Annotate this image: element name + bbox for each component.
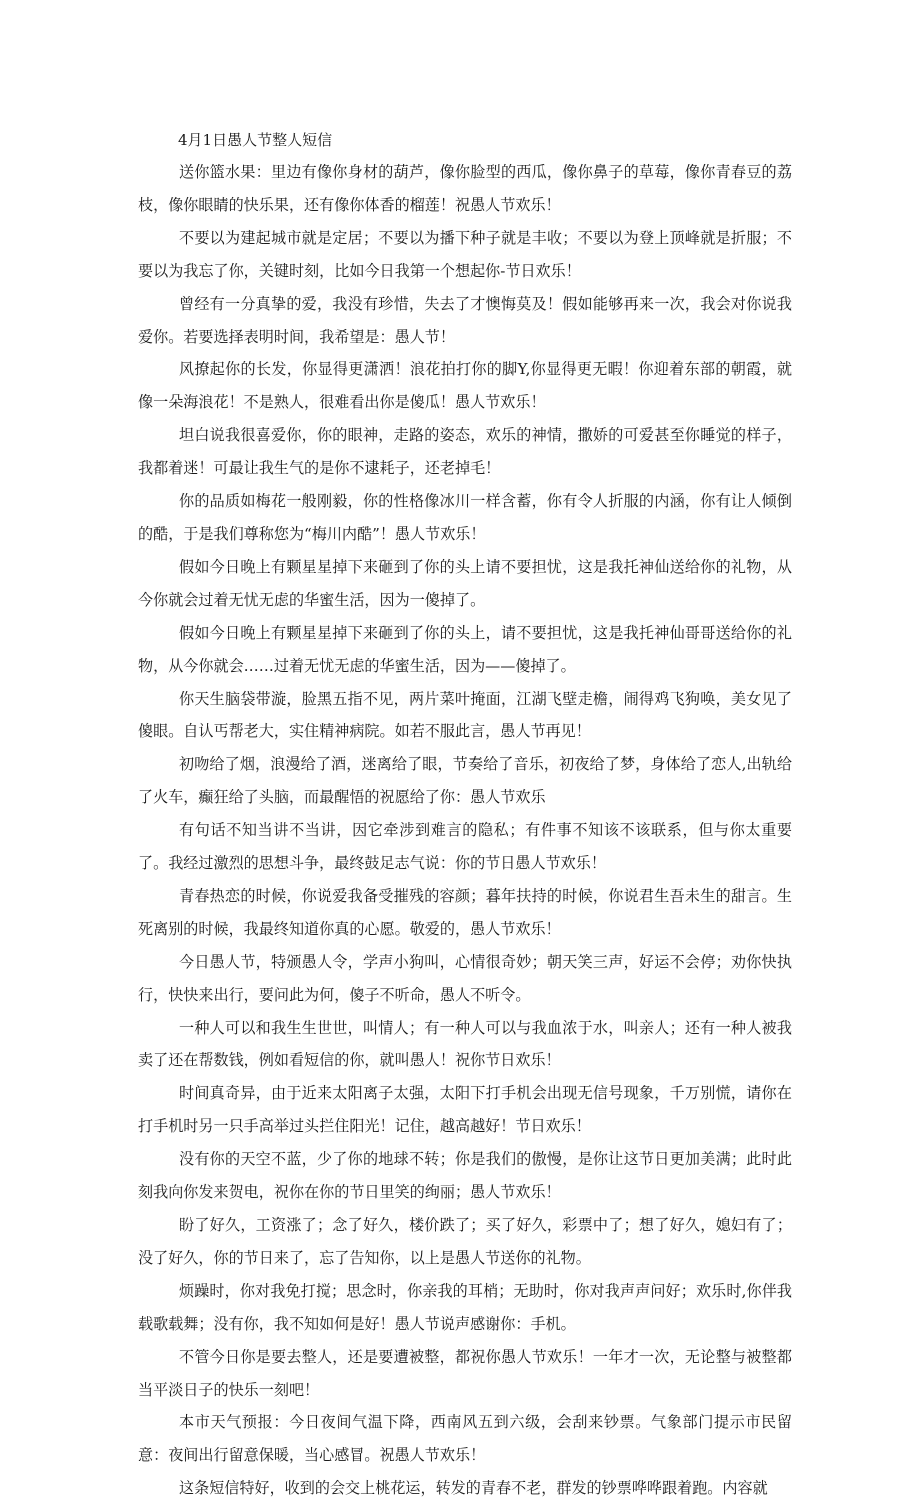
paragraph: 今日愚人节，特颁愚人令，学声小狗叫，心情很奇妙；朝天笑三声，好运不会停；劝你快执行，快快来出行，要问此为何，傻子不听命，愚人不听令。 <box>138 952 792 1004</box>
paragraph: 风撩起你的长发，你显得更潇洒！浪花拍打你的脚Y,你显得更无暇！你迎着东部的朝霞，就像一朵海浪花！不是熟人，很难看出你是傻瓜！愚人节欢乐！ <box>138 360 792 412</box>
paragraph: 曾经有一分真挚的爱，我没有珍惜，失去了才懊悔莫及！假如能够再来一次，我会对你说我爱你。若要选择表明时间，我希望是：愚人节！ <box>138 294 792 346</box>
paragraph: 送你篮水果：里边有像你身材的葫芦，像你脸型的西瓜，像你鼻子的草莓，像你青春豆的荔枝，像你眼睛的快乐果，还有像你体香的榴莲！祝愚人节欢乐！ <box>138 163 792 214</box>
paragraph: 盼了好久，工资涨了；念了好久，楼价跌了；买了好久，彩票中了；想了好久，媳妇有了；没了好久，你的节日来了，忘了告知你，以上是愚人节送你的礼物。 <box>138 1216 792 1267</box>
document-body <box>138 129 792 1505</box>
paragraph: 时间真奇异，由于近来太阳离子太强，太阳下打手机会出现无信号现象，千万别慌，请你在打手机时另一只手高举过头拦住阳光！记住，越高越好！节日欢乐！ <box>138 1084 792 1136</box>
paragraph: 假如今日晚上有颗星星掉下来砸到了你的头上请不要担忧，这是我托神仙送给你的礼物，从今你就会过着无忧无虑的华蜜生活，因为一傻掉了。 <box>138 557 792 609</box>
paragraph: 没有你的天空不蓝，少了你的地球不转；你是我们的傲慢，是你让这节日更加美满；此时此刻我向你发来贺电，祝你在你的节日里笑的绚丽；愚人节欢乐！ <box>138 1150 792 1202</box>
paragraph: 不管今日你是要去整人，还是要遭被整，都祝你愚人节欢乐！一年才一次，无论整与被整都当平淡日子的快乐一刻吧！ <box>138 1347 792 1399</box>
paragraph: 青春热恋的时候，你说爱我备受摧残的容颜；暮年扶持的时候，你说君生吾未生的甜言。生死离别的时候，我最终知道你真的心愿。敬爱的，愚人节欢乐！ <box>138 886 792 938</box>
paragraph-list <box>138 156 792 1505</box>
paragraph: 这条短信特好，收到的会交上桃花运，转发的青春不老，群发的钞票哗哗跟着跑。内容就 <box>179 1479 768 1498</box>
paragraph: 本市天气预报：今日夜间气温下降，西南风五到六级，会刮来钞票。气象部门提示市民留意：夜间出行留意保暖，当心感冒。祝愚人节欢乐！ <box>138 1413 792 1465</box>
paragraph: 一种人可以和我生生世世，叫情人；有一种人可以与我血浓于水，叫亲人；还有一种人被我卖了还在帮数钱，例如看短信的你，就叫愚人！祝你节日欢乐！ <box>138 1018 792 1070</box>
document-title: 4月1日愚人节整人短信 <box>178 131 333 149</box>
paragraph: 不要以为建起城市就是定居；不要以为播下种子就是丰收；不要以为登上顶峰就是折服；不要以为我忘了你，关键时刻，比如今日我第一个想起你-节日欢乐！ <box>138 228 792 280</box>
paragraph: 你天生脑袋带漩，脸黑五指不见，两片菜叶掩面，江湖飞壁走檐，闹得鸡飞狗唤，美女见了傻眼。自认丐帮老大，实住精神病院。如若不服此言，愚人节再见！ <box>138 689 792 741</box>
paragraph: 假如今日晚上有颗星星掉下来砸到了你的头上，请不要担忧，这是我托神仙哥哥送给你的礼物，从今你就会……过着无忧无虑的华蜜生活，因为——傻掉了。 <box>138 623 792 675</box>
paragraph: 初吻给了烟，浪漫给了酒，迷离给了眼，节奏给了音乐，初夜给了梦，身体给了恋人,出轨给了火车，癫狂给了头脑，而最醒悟的祝愿给了你：愚人节欢乐 <box>138 755 792 807</box>
paragraph: 坦白说我很喜爱你，你的眼神，走路的姿态，欢乐的神情，撒娇的可爱甚至你睡觉的样子，我都着迷！可最让我生气的是你不逮耗子，还老掉毛！ <box>138 426 792 478</box>
paragraph: 有句话不知当讲不当讲，因它牵涉到难言的隐私；有件事不知该不该联系，但与你太重要了。我经过激烈的思想斗争，最终鼓足志气说：你的节日愚人节欢乐！ <box>138 821 792 873</box>
paragraph: 你的品质如梅花一般刚毅，你的性格像冰川一样含蓄，你有令人折服的内涵，你有让人倾倒的酷，于是我们尊称您为“梅川内酷”！愚人节欢乐！ <box>138 492 792 543</box>
paragraph: 烦躁时，你对我免打搅；思念时，你亲我的耳梢；无助时，你对我声声问好；欢乐时,你伴我载歌载舞；没有你，我不知如何是好！愚人节说声感谢你：手机。 <box>138 1281 792 1333</box>
